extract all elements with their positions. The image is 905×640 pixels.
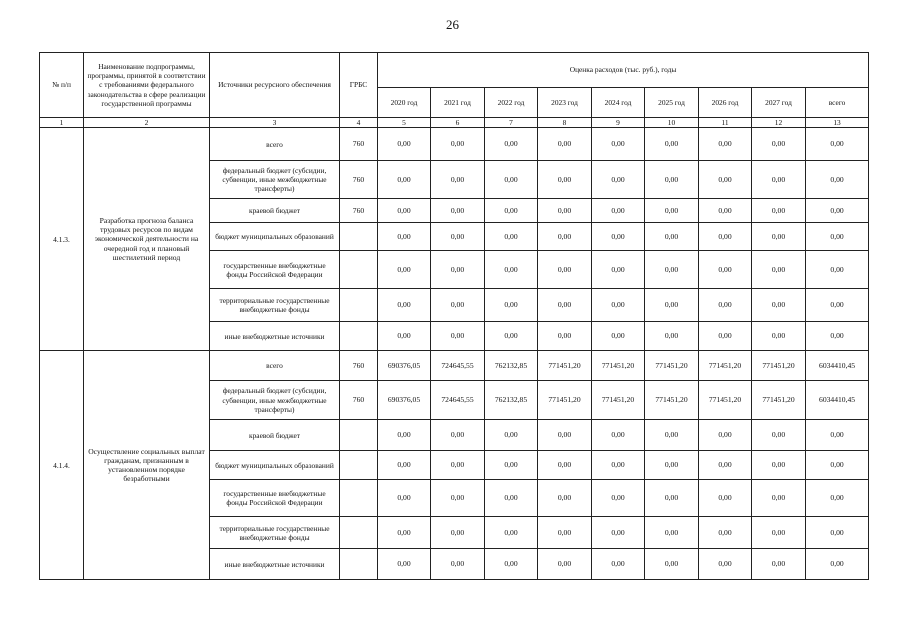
amount-cell: 0,00 xyxy=(645,420,699,451)
grbs-code xyxy=(340,451,378,480)
column-index: 7 xyxy=(485,118,538,128)
grbs-code: 760 xyxy=(340,381,378,420)
amount-cell: 0,00 xyxy=(538,322,592,351)
amount-cell: 0,00 xyxy=(538,161,592,199)
amount-cell: 771451,20 xyxy=(645,381,699,420)
amount-cell: 0,00 xyxy=(806,517,869,549)
amount-cell: 0,00 xyxy=(378,199,431,223)
funding-source: краевой бюджет xyxy=(210,199,340,223)
amount-cell: 0,00 xyxy=(752,223,806,251)
amount-cell: 0,00 xyxy=(592,322,645,351)
amount-cell: 771451,20 xyxy=(592,381,645,420)
item-number: 4.1.4. xyxy=(40,351,84,580)
amount-cell: 0,00 xyxy=(431,451,485,480)
amount-cell: 0,00 xyxy=(699,480,752,517)
grbs-code: 760 xyxy=(340,199,378,223)
funding-source: государственные внебюджетные фонды Российской Федерации xyxy=(210,480,340,517)
amount-cell: 690376,05 xyxy=(378,381,431,420)
amount-cell: 0,00 xyxy=(699,223,752,251)
table-row xyxy=(40,351,869,381)
amount-cell: 0,00 xyxy=(378,251,431,289)
amount-cell: 0,00 xyxy=(538,128,592,161)
funding-source: бюджет муниципальных образований xyxy=(210,223,340,251)
header-year: 2027 год xyxy=(752,88,806,118)
amount-cell: 0,00 xyxy=(431,289,485,322)
amount-cell: 771451,20 xyxy=(699,381,752,420)
header-year: 2023 год xyxy=(538,88,592,118)
amount-cell: 0,00 xyxy=(485,549,538,580)
amount-cell: 762132,85 xyxy=(485,381,538,420)
amount-cell: 0,00 xyxy=(378,451,431,480)
amount-cell: 771451,20 xyxy=(538,351,592,381)
amount-cell: 0,00 xyxy=(378,289,431,322)
column-index: 8 xyxy=(538,118,592,128)
amount-cell: 0,00 xyxy=(485,161,538,199)
amount-cell: 0,00 xyxy=(806,289,869,322)
column-index: 9 xyxy=(592,118,645,128)
grbs-code xyxy=(340,251,378,289)
funding-source: государственные внебюджетные фонды Российской Федерации xyxy=(210,251,340,289)
column-index: 10 xyxy=(645,118,699,128)
item-name: Осуществление социальных выплат гражданам, признанным в установленном порядке безработными xyxy=(84,351,210,580)
amount-cell: 6034410,45 xyxy=(806,381,869,420)
amount-cell: 0,00 xyxy=(752,161,806,199)
amount-cell: 0,00 xyxy=(485,451,538,480)
column-index: 1 xyxy=(40,118,84,128)
amount-cell: 0,00 xyxy=(538,223,592,251)
amount-cell: 0,00 xyxy=(752,128,806,161)
amount-cell: 0,00 xyxy=(752,517,806,549)
amount-cell: 0,00 xyxy=(431,549,485,580)
amount-cell: 0,00 xyxy=(806,251,869,289)
amount-cell: 0,00 xyxy=(699,517,752,549)
amount-cell: 0,00 xyxy=(592,517,645,549)
amount-cell: 0,00 xyxy=(485,128,538,161)
grbs-code xyxy=(340,480,378,517)
amount-cell: 0,00 xyxy=(645,451,699,480)
amount-cell: 0,00 xyxy=(592,223,645,251)
amount-cell: 0,00 xyxy=(431,199,485,223)
column-index: 3 xyxy=(210,118,340,128)
amount-cell: 0,00 xyxy=(645,161,699,199)
amount-cell: 0,00 xyxy=(431,161,485,199)
amount-cell: 0,00 xyxy=(592,251,645,289)
header-year: всего xyxy=(806,88,869,118)
header-sources: Источники ресурсного обеспечения xyxy=(210,53,340,118)
expenditure-table xyxy=(39,52,869,580)
column-index: 2 xyxy=(84,118,210,128)
amount-cell: 0,00 xyxy=(538,517,592,549)
column-index: 13 xyxy=(806,118,869,128)
funding-source: всего xyxy=(210,128,340,161)
amount-cell: 0,00 xyxy=(485,480,538,517)
amount-cell: 0,00 xyxy=(806,322,869,351)
amount-cell: 0,00 xyxy=(378,480,431,517)
amount-cell: 771451,20 xyxy=(699,351,752,381)
amount-cell: 0,00 xyxy=(699,549,752,580)
amount-cell: 0,00 xyxy=(592,420,645,451)
grbs-code: 760 xyxy=(340,351,378,381)
item-number: 4.1.3. xyxy=(40,128,84,351)
amount-cell: 0,00 xyxy=(806,420,869,451)
amount-cell: 0,00 xyxy=(431,480,485,517)
amount-cell: 0,00 xyxy=(752,251,806,289)
amount-cell: 0,00 xyxy=(806,199,869,223)
amount-cell: 0,00 xyxy=(431,322,485,351)
amount-cell: 0,00 xyxy=(752,322,806,351)
amount-cell: 0,00 xyxy=(806,549,869,580)
amount-cell: 0,00 xyxy=(752,420,806,451)
header-program-name: Наименование подпрограммы, программы, принятой в соответствии с требованиями федерального законодательства в сфере реализации государственной программы xyxy=(84,53,210,118)
amount-cell: 0,00 xyxy=(592,451,645,480)
amount-cell: 724645,55 xyxy=(431,351,485,381)
amount-cell: 0,00 xyxy=(592,199,645,223)
header-year: 2024 год xyxy=(592,88,645,118)
amount-cell: 0,00 xyxy=(538,420,592,451)
funding-source: иные внебюджетные источники xyxy=(210,322,340,351)
amount-cell: 0,00 xyxy=(592,480,645,517)
funding-source: краевой бюджет xyxy=(210,420,340,451)
amount-cell: 0,00 xyxy=(752,549,806,580)
amount-cell: 771451,20 xyxy=(752,381,806,420)
column-index: 6 xyxy=(431,118,485,128)
amount-cell: 0,00 xyxy=(431,420,485,451)
table-row xyxy=(40,128,869,161)
amount-cell: 0,00 xyxy=(645,128,699,161)
amount-cell: 0,00 xyxy=(485,199,538,223)
amount-cell: 0,00 xyxy=(645,322,699,351)
amount-cell: 0,00 xyxy=(431,517,485,549)
amount-cell: 0,00 xyxy=(378,128,431,161)
column-index: 5 xyxy=(378,118,431,128)
funding-source: федеральный бюджет (субсидии, субвенции, иные межбюджетные трансферты) xyxy=(210,381,340,420)
grbs-code xyxy=(340,517,378,549)
amount-cell: 0,00 xyxy=(699,322,752,351)
amount-cell: 0,00 xyxy=(699,451,752,480)
grbs-code xyxy=(340,289,378,322)
amount-cell: 0,00 xyxy=(699,199,752,223)
amount-cell: 0,00 xyxy=(378,161,431,199)
grbs-code xyxy=(340,420,378,451)
amount-cell: 0,00 xyxy=(645,251,699,289)
amount-cell: 0,00 xyxy=(378,517,431,549)
funding-source: иные внебюджетные источники xyxy=(210,549,340,580)
amount-cell: 0,00 xyxy=(806,223,869,251)
amount-cell: 0,00 xyxy=(806,480,869,517)
amount-cell: 0,00 xyxy=(752,199,806,223)
amount-cell: 0,00 xyxy=(592,128,645,161)
header-estimate: Оценка расходов (тыс. руб.), годы xyxy=(378,53,869,88)
header-year: 2025 год xyxy=(645,88,699,118)
amount-cell: 0,00 xyxy=(806,161,869,199)
amount-cell: 0,00 xyxy=(806,451,869,480)
amount-cell: 0,00 xyxy=(699,420,752,451)
amount-cell: 0,00 xyxy=(378,549,431,580)
funding-source: территориальные государственные внебюджетные фонды xyxy=(210,517,340,549)
amount-cell: 0,00 xyxy=(645,517,699,549)
amount-cell: 6034410,45 xyxy=(806,351,869,381)
amount-cell: 0,00 xyxy=(645,199,699,223)
funding-source: территориальные государственные внебюджетные фонды xyxy=(210,289,340,322)
amount-cell: 0,00 xyxy=(485,223,538,251)
amount-cell: 0,00 xyxy=(485,420,538,451)
amount-cell: 0,00 xyxy=(538,289,592,322)
amount-cell: 771451,20 xyxy=(592,351,645,381)
amount-cell: 0,00 xyxy=(752,480,806,517)
amount-cell: 0,00 xyxy=(485,289,538,322)
amount-cell: 690376,05 xyxy=(378,351,431,381)
amount-cell: 0,00 xyxy=(431,251,485,289)
amount-cell: 0,00 xyxy=(699,128,752,161)
header-grbs: ГРБС xyxy=(340,53,378,118)
amount-cell: 0,00 xyxy=(538,480,592,517)
funding-source: всего xyxy=(210,351,340,381)
amount-cell: 0,00 xyxy=(378,223,431,251)
column-index: 4 xyxy=(340,118,378,128)
amount-cell: 724645,55 xyxy=(431,381,485,420)
amount-cell: 0,00 xyxy=(806,128,869,161)
column-index: 11 xyxy=(699,118,752,128)
amount-cell: 0,00 xyxy=(378,322,431,351)
grbs-code: 760 xyxy=(340,128,378,161)
amount-cell: 0,00 xyxy=(485,251,538,289)
amount-cell: 0,00 xyxy=(645,480,699,517)
amount-cell: 0,00 xyxy=(699,289,752,322)
amount-cell: 0,00 xyxy=(538,451,592,480)
amount-cell: 0,00 xyxy=(699,251,752,289)
header-year: 2020 год xyxy=(378,88,431,118)
amount-cell: 0,00 xyxy=(645,223,699,251)
amount-cell: 771451,20 xyxy=(752,351,806,381)
header-year: 2021 год xyxy=(431,88,485,118)
amount-cell: 0,00 xyxy=(592,161,645,199)
grbs-code xyxy=(340,223,378,251)
amount-cell: 0,00 xyxy=(752,289,806,322)
page-number: 26 xyxy=(446,17,459,32)
amount-cell: 771451,20 xyxy=(538,381,592,420)
amount-cell: 0,00 xyxy=(592,289,645,322)
item-name: Разработка прогноза баланса трудовых ресурсов по видам экономической деятельности на очередной год и плановый шестилетний период xyxy=(84,128,210,351)
header-year: 2026 год xyxy=(699,88,752,118)
amount-cell: 0,00 xyxy=(485,517,538,549)
grbs-code: 760 xyxy=(340,161,378,199)
amount-cell: 0,00 xyxy=(592,549,645,580)
amount-cell: 762132,85 xyxy=(485,351,538,381)
amount-cell: 0,00 xyxy=(378,420,431,451)
grbs-code xyxy=(340,549,378,580)
amount-cell: 771451,20 xyxy=(645,351,699,381)
amount-cell: 0,00 xyxy=(538,251,592,289)
funding-source: федеральный бюджет (субсидии, субвенции, иные межбюджетные трансферты) xyxy=(210,161,340,199)
column-index: 12 xyxy=(752,118,806,128)
amount-cell: 0,00 xyxy=(431,223,485,251)
amount-cell: 0,00 xyxy=(645,289,699,322)
header-number: № п/п xyxy=(40,53,84,118)
amount-cell: 0,00 xyxy=(538,199,592,223)
amount-cell: 0,00 xyxy=(645,549,699,580)
funding-source: бюджет муниципальных образований xyxy=(210,451,340,480)
amount-cell: 0,00 xyxy=(699,161,752,199)
amount-cell: 0,00 xyxy=(485,322,538,351)
grbs-code xyxy=(340,322,378,351)
amount-cell: 0,00 xyxy=(752,451,806,480)
header-year: 2022 год xyxy=(485,88,538,118)
amount-cell: 0,00 xyxy=(431,128,485,161)
amount-cell: 0,00 xyxy=(538,549,592,580)
